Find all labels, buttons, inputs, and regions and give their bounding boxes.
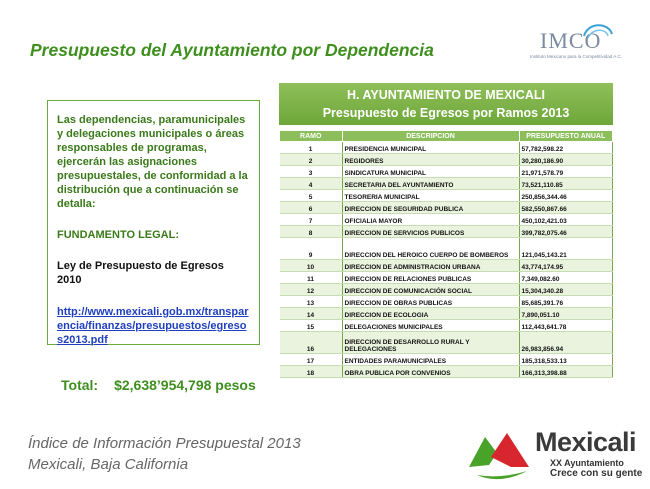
amount-cell: 185,318,533.13 [519,354,613,366]
table-row [280,366,613,378]
ramo-cell: 11 [280,272,343,284]
mexicali-ayuntamiento: XX Ayuntamiento [550,458,624,468]
ramo-cell: 1 [280,142,343,154]
total-label: Total: [61,377,99,393]
amount-cell: 85,685,391.76 [519,296,613,308]
total-amount: $2,638’954,798 pesos [114,377,256,393]
table-body [280,142,613,378]
ramo-cell: 6 [280,202,343,214]
table-row [280,214,613,226]
source-link[interactable]: http://www.mexicali.gob.mx/transparencia/finanzas/presupuestos/egresos2013.pdf [57,306,249,346]
header-ramo: RAMO [280,131,343,142]
footer-line2: Mexicali, Baja California [28,456,189,473]
intro-text: Las dependencias, paramunicipales y delegaciones municipales o áreas responsables de programas, ejercerán las asignaciones presupuestales, de conformidad a la distribución que a continuación se detalla: [57,114,248,210]
header-descripcion: DESCRIPCION [342,131,519,142]
amount-cell: 7,890,051.10 [519,308,613,320]
ramo-cell: 13 [280,296,343,308]
description-cell: DELEGACIONES MUNICIPALES [342,320,519,332]
ramo-cell: 5 [280,190,343,202]
mexicali-mark-icon [467,427,533,483]
amount-cell: 399,782,075.46 [519,226,613,238]
amount-cell: 15,304,340.28 [519,284,613,296]
table-row [280,202,613,214]
table-row [280,154,613,166]
ramo-cell: 17 [280,354,343,366]
table-row [280,190,613,202]
budget-table [279,130,613,378]
ramo-cell: 4 [280,178,343,190]
description-cell: SECRETARIA DEL AYUNTAMIENTO [342,178,519,190]
table-row [280,284,613,296]
description-cell: DIRECCION DE RELACIONES PUBLICAS [342,272,519,284]
amount-cell: 582,550,867.66 [519,202,613,214]
description-cell: TESORERIA MUNICIPAL [342,190,519,202]
ramo-cell: 15 [280,320,343,332]
description-cell: ENTIDADES PARAMUNICIPALES [342,354,519,366]
ramo-cell: 12 [280,284,343,296]
description-cell: DIRECCION DE DESARROLLO RURAL Y DELEGACIONES [342,332,519,354]
description-cell: OFICIALIA MAYOR [342,214,519,226]
banner-line1: H. AYUNTAMIENTO DE MEXICALI [347,88,545,102]
description-cell: DIRECCION DE COMUNICACIÓN SOCIAL [342,284,519,296]
table-row [280,142,613,154]
amount-cell: 21,971,578.79 [519,166,613,178]
amount-cell: 112,443,641.78 [519,320,613,332]
amount-cell: 26,983,856.94 [519,332,613,354]
description-cell: DIRECCION DE OBRAS PUBLICAS [342,296,519,308]
footer-text [28,433,301,475]
table-row [280,296,613,308]
table-row [280,320,613,332]
table-row [280,260,613,272]
amount-cell: 57,782,598.22 [519,142,613,154]
table-row [280,238,613,260]
amount-cell: 30,280,186.90 [519,154,613,166]
ramo-cell: 7 [280,214,343,226]
imco-logo [530,20,640,66]
mexicali-wordmark: Mexicali [535,427,637,457]
description-cell: PRESIDENCIA MUNICIPAL [342,142,519,154]
ramo-cell: 3 [280,166,343,178]
description-cell: SINDICATURA MUNICIPAL [342,166,519,178]
header-presupuesto: PRESUPUESTO ANUAL [519,131,613,142]
legal-basis-heading: FUNDAMENTO LEGAL: [57,229,180,241]
description-cell: REGIDORES [342,154,519,166]
table-row [280,178,613,190]
law-reference: Ley de Presupuesto de Egresos 2010 [57,260,224,286]
description-cell: DIRECCION DE SERVICIOS PUBLICOS [342,226,519,238]
description-cell: DIRECCION DE SEGURIDAD PUBLICA [342,202,519,214]
table-row [280,308,613,320]
description-cell: DIRECCION DE ADMINISTRACION URBANA [342,260,519,272]
table-banner [279,83,613,125]
imco-swirl-icon [578,20,618,50]
amount-cell: 7,349,082.60 [519,272,613,284]
description-cell: DIRECCION DE ECOLOGIA [342,308,519,320]
ramo-cell: 10 [280,260,343,272]
amount-cell: 250,856,344.46 [519,190,613,202]
amount-cell: 121,045,143.21 [519,238,613,260]
footer-line1: Índice de Información Presupuestal 2013 [28,435,301,452]
mexicali-slogan: Crece con su gente [550,468,643,479]
description-cell: OBRA PUBLICA POR CONVENIOS [342,366,519,378]
table-row [280,354,613,366]
ramo-cell: 2 [280,154,343,166]
amount-cell: 450,102,421.03 [519,214,613,226]
total-budget [61,377,256,393]
amount-cell: 73,521,110.85 [519,178,613,190]
ramo-cell: 18 [280,366,343,378]
table-header-row [280,131,613,142]
banner-line2: Presupuesto de Egresos por Ramos 2013 [322,106,570,120]
amount-cell: 166,313,398.88 [519,366,613,378]
table-row [280,226,613,238]
table-row [280,272,613,284]
mexicali-logo [467,425,647,485]
page-title: Presupuesto del Ayuntamiento por Dependencia [30,40,434,60]
info-box [47,100,260,345]
table-row [280,332,613,354]
amount-cell: 43,774,174.95 [519,260,613,272]
ramo-cell: 9 [280,238,343,260]
ramo-cell: 16 [280,332,343,354]
description-cell: DIRECCION DEL HEROICO CUERPO DE BOMBEROS [342,238,519,260]
ramo-cell: 14 [280,308,343,320]
imco-name: IMCO [540,28,602,53]
table-row [280,166,613,178]
ramo-cell: 8 [280,226,343,238]
imco-subtitle: Instituto Mexicano para la Competitividad A.C. [530,54,623,59]
